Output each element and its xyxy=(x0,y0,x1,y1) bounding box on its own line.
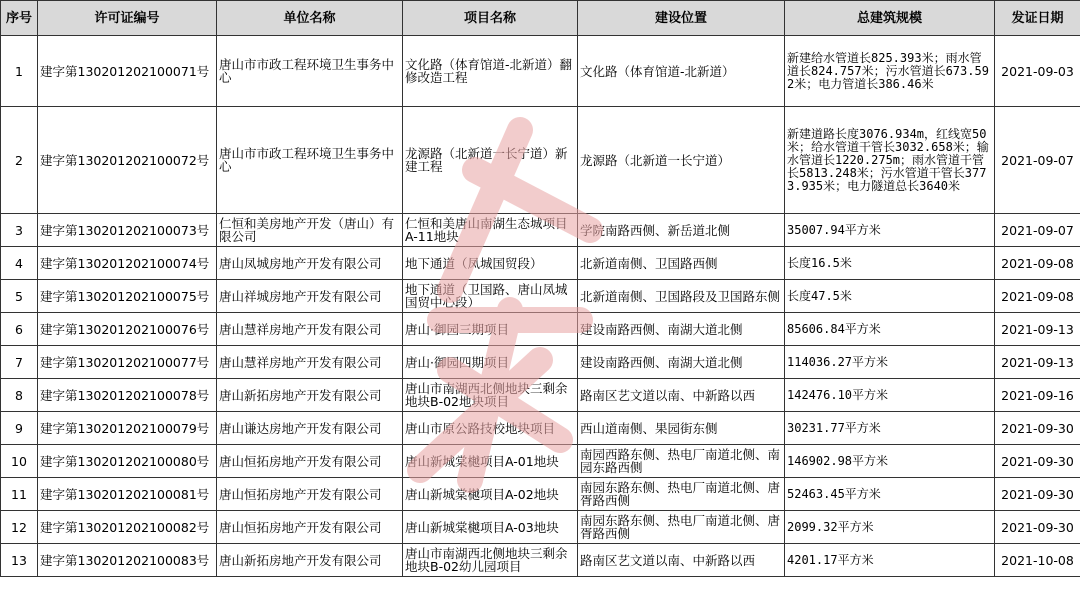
issue-date-cell: 2021-09-03 xyxy=(995,36,1080,107)
table-row xyxy=(1,445,1080,478)
total-scale-cell: 长度47.5米 xyxy=(785,280,995,313)
table-row xyxy=(1,478,1080,511)
project-name-cell: 唐山市南湖西北侧地块三剩余地块B-02地块项目 xyxy=(403,379,578,412)
header-no: 序号 xyxy=(1,1,38,36)
location-cell: 学院南路西侧、新岳道北侧 xyxy=(578,214,785,247)
unit-name-cell: 仁恒和美房地产开发（唐山）有限公司 xyxy=(217,214,403,247)
total-scale-cell: 85606.84平方米 xyxy=(785,313,995,346)
issue-date-cell: 2021-09-13 xyxy=(995,346,1080,379)
project-name-cell: 唐山新城棠樾项目A-01地块 xyxy=(403,445,578,478)
table-row xyxy=(1,247,1080,280)
location-cell: 南园东路东侧、热电厂南道北侧、唐胥路西侧 xyxy=(578,478,785,511)
row-number-cell: 6 xyxy=(1,313,38,346)
project-name-cell: 唐山·御园三期项目 xyxy=(403,313,578,346)
header-location: 建设位置 xyxy=(578,1,785,36)
unit-name-cell: 唐山恒拓房地产开发有限公司 xyxy=(217,478,403,511)
permit-number-cell: 建字第130201202100083号 xyxy=(38,544,217,577)
row-number-cell: 11 xyxy=(1,478,38,511)
row-number-cell: 2 xyxy=(1,107,38,214)
permit-number-cell: 建字第130201202100080号 xyxy=(38,445,217,478)
unit-name-cell: 唐山市市政工程环境卫生事务中心 xyxy=(217,36,403,107)
location-cell: 北新道南侧、卫国路西侧 xyxy=(578,247,785,280)
total-scale-cell: 长度16.5米 xyxy=(785,247,995,280)
table-row xyxy=(1,412,1080,445)
permit-number-cell: 建字第130201202100081号 xyxy=(38,478,217,511)
project-name-cell: 唐山新城棠樾项目A-03地块 xyxy=(403,511,578,544)
location-cell: 南园东路东侧、热电厂南道北侧、唐胥路西侧 xyxy=(578,511,785,544)
location-cell: 路南区艺文道以南、中新路以西 xyxy=(578,544,785,577)
project-name-cell: 地下通道（卫国路、唐山凤城国贸中心段） xyxy=(403,280,578,313)
permit-number-cell: 建字第130201202100077号 xyxy=(38,346,217,379)
permit-number-cell: 建字第130201202100073号 xyxy=(38,214,217,247)
total-scale-cell: 146902.98平方米 xyxy=(785,445,995,478)
permit-number-cell: 建字第130201202100071号 xyxy=(38,36,217,107)
project-name-cell: 唐山市南湖西北侧地块三剩余地块B-02幼儿园项目 xyxy=(403,544,578,577)
table-row xyxy=(1,280,1080,313)
issue-date-cell: 2021-09-30 xyxy=(995,478,1080,511)
total-scale-cell: 4201.17平方米 xyxy=(785,544,995,577)
permit-number-cell: 建字第130201202100074号 xyxy=(38,247,217,280)
header-scale: 总建筑规模 xyxy=(785,1,995,36)
unit-name-cell: 唐山市市政工程环境卫生事务中心 xyxy=(217,107,403,214)
unit-name-cell: 唐山慧祥房地产开发有限公司 xyxy=(217,346,403,379)
total-scale-cell: 新建道路长度3076.934m，红线宽50米；给水管道干管长3032.658米；输水管道长1220.275m；雨水管道干管长5813.248米；污水管道干管长3773.935米；电力隧道总长3640米 xyxy=(785,107,995,214)
header-row xyxy=(1,1,1080,36)
table-row xyxy=(1,214,1080,247)
header-project: 项目名称 xyxy=(403,1,578,36)
issue-date-cell: 2021-09-08 xyxy=(995,280,1080,313)
row-number-cell: 13 xyxy=(1,544,38,577)
project-name-cell: 龙源路（北新道一长宁道）新建工程 xyxy=(403,107,578,214)
table-row xyxy=(1,36,1080,107)
row-number-cell: 7 xyxy=(1,346,38,379)
row-number-cell: 3 xyxy=(1,214,38,247)
location-cell: 北新道南侧、卫国路段及卫国路东侧 xyxy=(578,280,785,313)
unit-name-cell: 唐山新拓房地产开发有限公司 xyxy=(217,379,403,412)
unit-name-cell: 唐山慧祥房地产开发有限公司 xyxy=(217,313,403,346)
location-cell: 建设南路西侧、南湖大道北侧 xyxy=(578,313,785,346)
total-scale-cell: 114036.27平方米 xyxy=(785,346,995,379)
total-scale-cell: 2099.32平方米 xyxy=(785,511,995,544)
project-name-cell: 文化路（体育馆道-北新道）翻修改造工程 xyxy=(403,36,578,107)
total-scale-cell: 35007.94平方米 xyxy=(785,214,995,247)
location-cell: 龙源路（北新道一长宁道） xyxy=(578,107,785,214)
row-number-cell: 5 xyxy=(1,280,38,313)
location-cell: 文化路（体育馆道-北新道） xyxy=(578,36,785,107)
location-cell: 路南区艺文道以南、中新路以西 xyxy=(578,379,785,412)
permit-number-cell: 建字第130201202100078号 xyxy=(38,379,217,412)
total-scale-cell: 30231.77平方米 xyxy=(785,412,995,445)
table-row xyxy=(1,544,1080,577)
issue-date-cell: 2021-10-08 xyxy=(995,544,1080,577)
row-number-cell: 12 xyxy=(1,511,38,544)
issue-date-cell: 2021-09-08 xyxy=(995,247,1080,280)
row-number-cell: 1 xyxy=(1,36,38,107)
permit-number-cell: 建字第130201202100079号 xyxy=(38,412,217,445)
row-number-cell: 10 xyxy=(1,445,38,478)
unit-name-cell: 唐山凤城房地产开发有限公司 xyxy=(217,247,403,280)
row-number-cell: 9 xyxy=(1,412,38,445)
project-name-cell: 仁恒和美唐山南湖生态城项目A-11地块 xyxy=(403,214,578,247)
permit-number-cell: 建字第130201202100082号 xyxy=(38,511,217,544)
row-number-cell: 4 xyxy=(1,247,38,280)
unit-name-cell: 唐山恒拓房地产开发有限公司 xyxy=(217,445,403,478)
location-cell: 西山道南侧、果园街东侧 xyxy=(578,412,785,445)
project-name-cell: 地下通道（凤城国贸段） xyxy=(403,247,578,280)
project-name-cell: 唐山市原公路技校地块项目 xyxy=(403,412,578,445)
permit-number-cell: 建字第130201202100072号 xyxy=(38,107,217,214)
row-number-cell: 8 xyxy=(1,379,38,412)
permit-number-cell: 建字第130201202100075号 xyxy=(38,280,217,313)
permit-number-cell: 建字第130201202100076号 xyxy=(38,313,217,346)
unit-name-cell: 唐山新拓房地产开发有限公司 xyxy=(217,544,403,577)
issue-date-cell: 2021-09-13 xyxy=(995,313,1080,346)
table-row xyxy=(1,379,1080,412)
header-date: 发证日期 xyxy=(995,1,1080,36)
table-row xyxy=(1,511,1080,544)
table-row xyxy=(1,313,1080,346)
unit-name-cell: 唐山恒拓房地产开发有限公司 xyxy=(217,511,403,544)
issue-date-cell: 2021-09-16 xyxy=(995,379,1080,412)
location-cell: 建设南路西侧、南湖大道北侧 xyxy=(578,346,785,379)
total-scale-cell: 52463.45平方米 xyxy=(785,478,995,511)
table-row xyxy=(1,107,1080,214)
table-row xyxy=(1,346,1080,379)
project-name-cell: 唐山·御园四期项目 xyxy=(403,346,578,379)
project-name-cell: 唐山新城棠樾项目A-02地块 xyxy=(403,478,578,511)
issue-date-cell: 2021-09-30 xyxy=(995,412,1080,445)
unit-name-cell: 唐山祥城房地产开发有限公司 xyxy=(217,280,403,313)
total-scale-cell: 142476.10平方米 xyxy=(785,379,995,412)
total-scale-cell: 新建给水管道长825.393米；雨水管道长824.757米；污水管道长673.592米；电力管道长386.46米 xyxy=(785,36,995,107)
issue-date-cell: 2021-09-30 xyxy=(995,511,1080,544)
issue-date-cell: 2021-09-07 xyxy=(995,214,1080,247)
location-cell: 南园西路东侧、热电厂南道北侧、南园东路西侧 xyxy=(578,445,785,478)
header-permit: 许可证编号 xyxy=(38,1,217,36)
issue-date-cell: 2021-09-07 xyxy=(995,107,1080,214)
header-unit: 单位名称 xyxy=(217,1,403,36)
unit-name-cell: 唐山谦达房地产开发有限公司 xyxy=(217,412,403,445)
issue-date-cell: 2021-09-30 xyxy=(995,445,1080,478)
